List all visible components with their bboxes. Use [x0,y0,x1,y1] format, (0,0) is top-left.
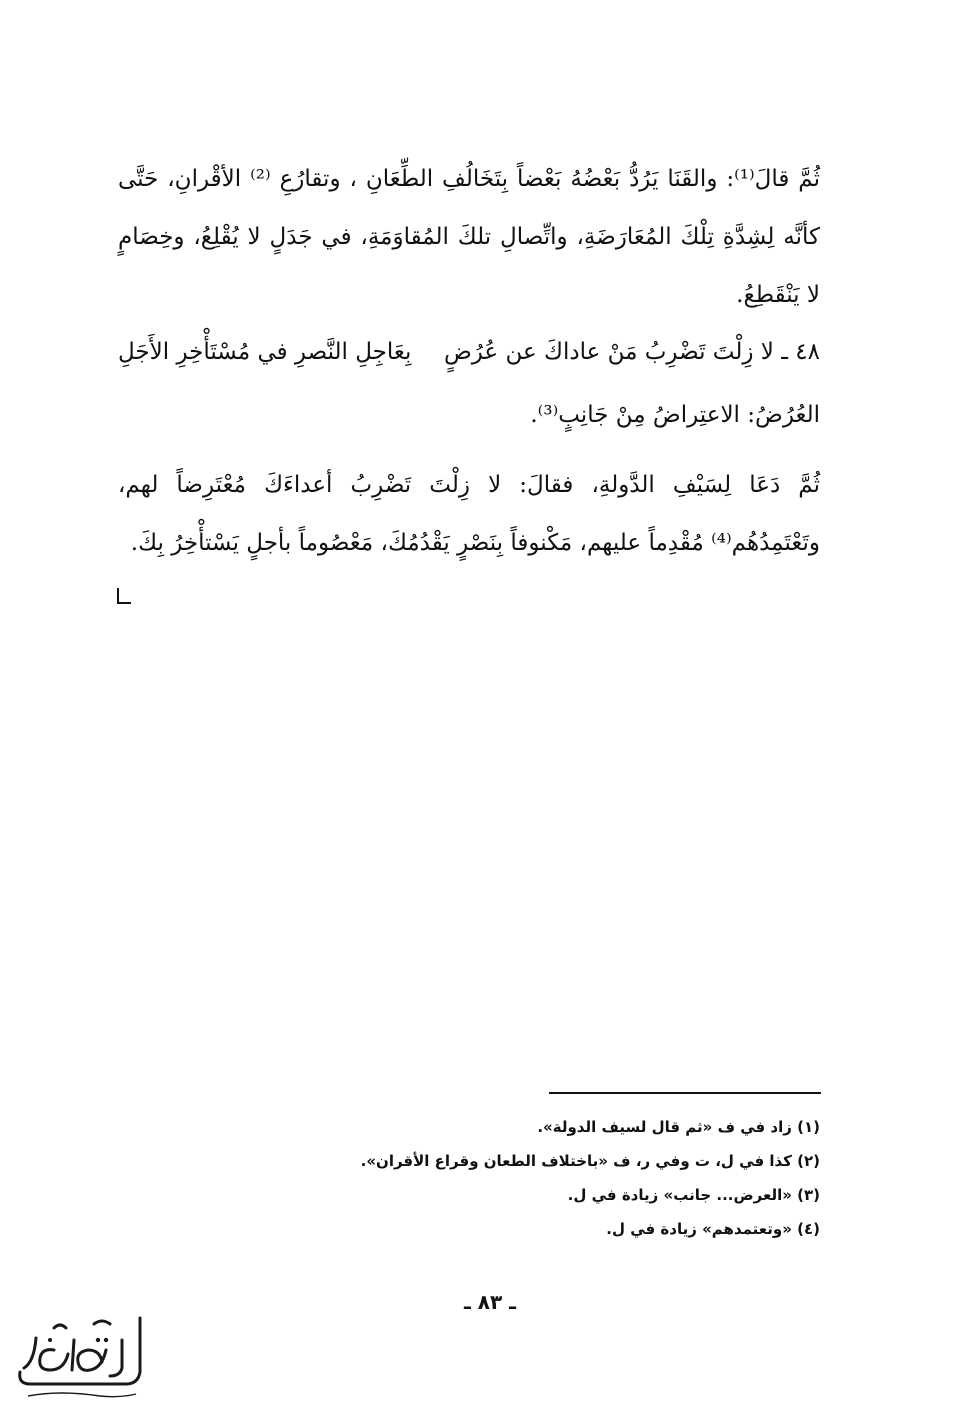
poem-verse-48 [118,327,820,377]
section-end-mark [117,588,131,604]
commentary-paragraph-1: ثُمَّ قالَ⁽¹⁾: والقَنَا يَرُدُّ بَعْضُهُ بَعْضاً بِتَخَالُفِ الطِّعَانِ ، وتقارُعِ ⁽²⁾ الأقْرانِ، حَتَّى كأنَّه لِشِدَّةِ تِلْكَ المُعَارَضَةِ، واتِّصالِ تلكَ المُقاوَمَةِ، في جَدَلٍ لا يُقْلِعُ، وخِصَامٍ لا يَنْقَطِعُ. [118,166,821,308]
commentary-paragraph-2: ثُمَّ دَعَا لِسَيْفِ الدَّولةِ، فقالَ: لا زِلْتَ تَضْرِبُ أعداءَكَ مُعْتَرِضاً لهم، وتَعْتَمِدُهُم⁽⁴⁾ مُقْدِماً عليهم، مَكْنوفاً بِنَصْرٍ يَقْدُمُكَ، مَعْصُوماً بأجلٍ يَسْتأْخِرُ بِكَ. [118,472,820,556]
verse-first-hemistich: ٤٨ ـ لا زِلْتَ تَضْرِبُ مَنْ عاداكَ عن عُرُضٍ [443,339,820,365]
footnote-1: (١) زاد في ف «ثم قال لسيف الدولة». [537,1118,820,1136]
page-number: ـ ٨٣ ـ [463,1290,517,1314]
footnote-divider [549,1092,821,1094]
verse-second-hemistich: بِعَاجِلِ النَّصرِ في مُسْتَأْخِرِ الأَجَلِ [118,339,412,365]
footnotes-list [300,1110,820,1246]
library-stamp-logo [10,1310,150,1405]
footnote-3: (٣) «العرض... جانب» زيادة في ل. [567,1186,820,1204]
footnote-4: (٤) «وتعتمدهم» زيادة في ل. [606,1220,820,1238]
footnote-2: (٢) كذا في ل، ت وفي ر، ف «باختلاف الطعان وقراع الأقران». [360,1152,820,1170]
word-gloss: العُرُضُ: الاعتِراضُ مِنْ جَانِبٍ⁽³⁾. [530,402,820,428]
